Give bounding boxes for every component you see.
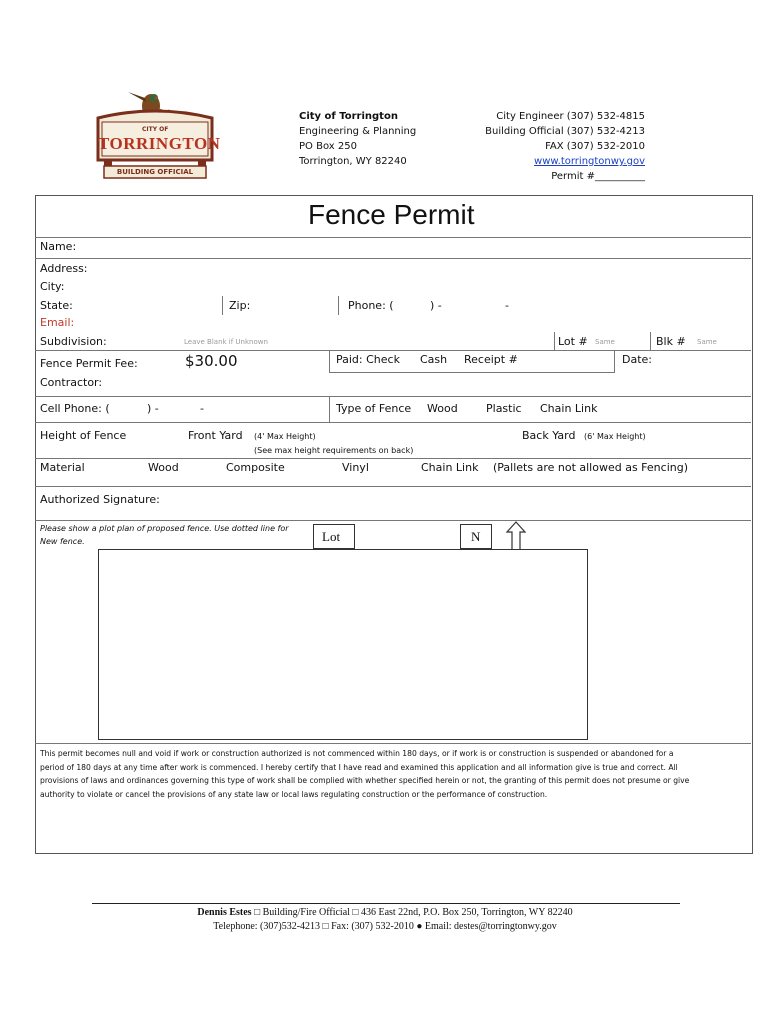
footer-official-name: Dennis Estes [197,907,252,918]
signature-label: Authorized Signature: [40,493,160,506]
rule-material [35,486,751,487]
lot-hint: Same [595,338,615,346]
header-engineer-phone: City Engineer (307) 532-4815 [496,111,645,122]
footer-line-2: Telephone: (307)532-4213 □ Fax: (307) 532-2010 ● Email: destes@torringtonwy.gov [213,921,557,932]
lot-label: Lot # [558,335,588,348]
paid-check-label: Paid: Check [336,353,400,366]
divider-paid [329,350,330,372]
front-yard-note: (4' Max Height) [254,432,316,441]
divider-type [329,396,330,422]
fee-amount: $30.00 [185,352,238,370]
header-official-phone: Building Official (307) 532-4213 [485,126,645,137]
email-label: Email: [40,316,75,329]
divider-zip [222,296,223,315]
material-chain-link[interactable]: Chain Link [421,461,479,474]
header-po-box: PO Box 250 [299,141,357,152]
plot-instructions-line2: New fence. [40,537,85,546]
material-wood[interactable]: Wood [148,461,179,474]
footer-rule [92,903,680,904]
date-label: Date: [622,353,652,366]
rule-name [35,237,751,238]
north-box-text: N [471,529,481,544]
back-yard-label[interactable]: Back Yard [522,429,576,442]
rule-signature [35,520,751,521]
rule-subdivision [35,350,751,351]
name-label: Name: [40,240,77,253]
fence-type-chain-link[interactable]: Chain Link [540,402,598,415]
logo-arc-text: CITY OF [142,126,169,133]
height-label: Height of Fence [40,429,127,442]
header-city-name: City of Torrington [299,111,398,122]
cell-phone-label: Cell Phone: ( [40,402,110,415]
material-composite[interactable]: Composite [226,461,285,474]
state-label: State: [40,299,73,312]
phone-label: Phone: ( [348,299,394,312]
header-website-link[interactable]: www.torringtonwy.gov [534,156,645,167]
header-dept: Engineering & Planning [299,126,417,137]
disclaimer-line-3: provisions of laws and ordinances governing this type of work shall be complied with whether specified herein or not, the granting of this permit does not presume or give [40,776,690,785]
rule-address [35,258,751,259]
lot-label-box [313,524,355,549]
zip-label: Zip: [229,299,251,312]
contractor-label: Contractor: [40,376,103,389]
header-city-state: Torrington, WY 82240 [299,156,407,167]
disclaimer-line-1: This permit becomes null and void if work or construction authorized is not commenced within 180 days, or if work is or construction is suspended or abandoned for a [40,749,674,758]
paid-cash-label: Cash [420,353,448,366]
divider-blk [650,332,651,350]
lot-box-text: Lot [322,529,341,544]
phone-mid: ) - [430,299,442,312]
receipt-label: Receipt # [464,353,518,366]
city-logo [88,90,222,182]
material-label: Material [40,461,85,474]
rule-height [35,458,751,459]
subdivision-label: Subdivision: [40,335,107,348]
divider-date [614,350,615,372]
cell-phone-mid: ) - [147,402,159,415]
material-note: (Pallets are not allowed as Fencing) [493,461,688,474]
phone-dash: - [505,299,509,312]
footer-official-details: □ Building/Fire Official □ 436 East 22nd, P.O. Box 250, Torrington, WY 82240 [254,907,573,918]
rule-paid-bottom [329,372,615,373]
disclaimer [40,747,748,801]
rule-disclaimer [35,743,751,744]
fee-label: Fence Permit Fee: [40,357,138,370]
front-yard-label[interactable]: Front Yard [188,429,243,442]
plot-plan-area[interactable] [98,549,588,740]
north-arrow-icon [505,520,527,552]
logo-name: TORRINGTON [98,134,221,153]
north-label-box [460,524,492,549]
blk-label: Blk # [656,335,686,348]
divider-phone [338,296,339,315]
divider-lot [554,332,555,350]
fence-type-plastic[interactable]: Plastic [486,402,522,415]
subdivision-hint: Leave Blank if Unknown [184,338,268,346]
disclaimer-line-4: authority to violate or cancel the provisions of any state law or local laws regulating construction or the performance of construction. [40,789,548,799]
cell-phone-dash: - [200,402,204,415]
city-label: City: [40,280,65,293]
rule-cell [35,422,751,423]
rule-contractor [35,396,751,397]
header-permit-number: Permit #__________ [551,171,645,182]
plot-instructions-line1: Please show a plot plan of proposed fence. Use dotted line for [40,524,289,533]
fence-type-label: Type of Fence [336,402,412,415]
address-label: Address: [40,262,88,275]
disclaimer-line-2: period of 180 days at any time after work is commenced. I hereby certify that I have read and examined this application and all information give is true and correct. All [40,762,678,772]
blk-hint: Same [697,338,717,346]
back-yard-note: (6' Max Height) [584,432,646,441]
height-requirements-note: (See max height requirements on back) [254,446,414,455]
header-fax: FAX (307) 532-2010 [545,141,645,152]
form-title: Fence Permit [308,199,475,230]
material-vinyl[interactable]: Vinyl [342,461,369,474]
fence-type-wood[interactable]: Wood [427,402,458,415]
footer-line-1 [0,907,770,918]
logo-banner-text: BUILDING OFFICIAL [116,168,194,176]
